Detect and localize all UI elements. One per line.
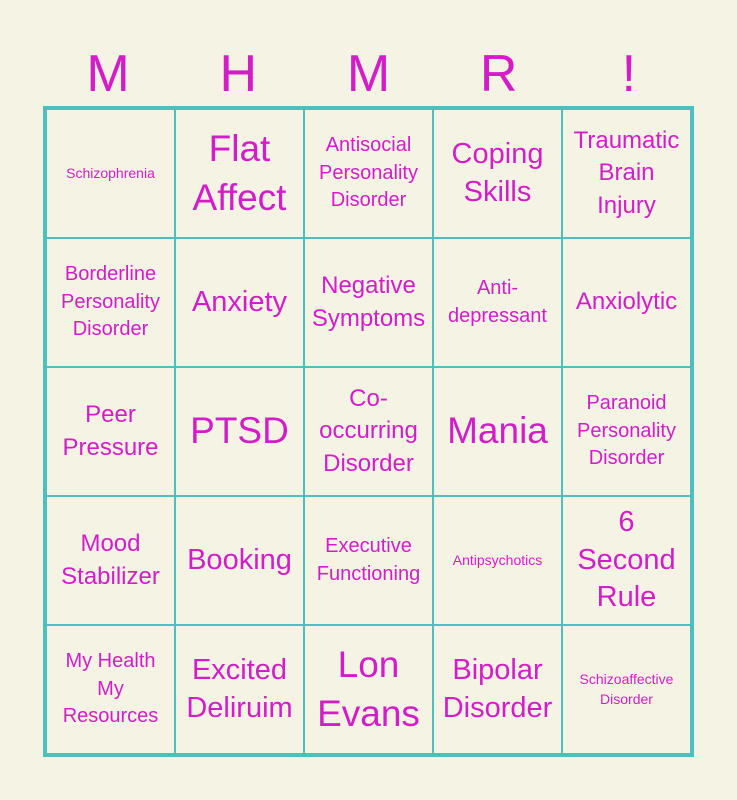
bingo-cell[interactable]: Antipsychotics — [433, 496, 562, 625]
bingo-cell[interactable]: Antisocial Personality Disorder — [304, 109, 433, 238]
bingo-cell[interactable]: PTSD — [175, 367, 304, 496]
bingo-cell[interactable]: Coping Skills — [433, 109, 562, 238]
bingo-cell[interactable]: 6 Second Rule — [562, 496, 691, 625]
bingo-cell[interactable]: Flat Affect — [175, 109, 304, 238]
bingo-cell[interactable]: Negative Symptoms — [304, 238, 433, 367]
bingo-cell[interactable]: Schizoaffective Disorder — [562, 625, 691, 754]
bingo-cell[interactable]: Anti- depressant — [433, 238, 562, 367]
bingo-cell[interactable]: Booking — [175, 496, 304, 625]
bingo-cell[interactable]: Bipolar Disorder — [433, 625, 562, 754]
bingo-cell[interactable]: Anxiety — [175, 238, 304, 367]
header-letter-4: R — [479, 45, 518, 103]
bingo-cell[interactable]: Mania — [433, 367, 562, 496]
bingo-cell[interactable]: Schizophrenia — [46, 109, 175, 238]
bingo-cell[interactable]: Lon Evans — [304, 625, 433, 754]
header-letter-5: ! — [621, 45, 637, 103]
bingo-header — [43, 42, 694, 106]
bingo-cell[interactable]: Mood Stabilizer — [46, 496, 175, 625]
bingo-cell[interactable]: Excited Deliruim — [175, 625, 304, 754]
header-letter-3: M — [346, 45, 391, 103]
bingo-cell[interactable]: My Health My Resources — [46, 625, 175, 754]
bingo-board — [43, 106, 694, 757]
bingo-cell[interactable]: Executive Functioning — [304, 496, 433, 625]
header-letter-2: H — [219, 45, 258, 103]
bingo-cell[interactable]: Traumatic Brain Injury — [562, 109, 691, 238]
bingo-cell[interactable]: Paranoid Personality Disorder — [562, 367, 691, 496]
bingo-cell[interactable]: Borderline Personality Disorder — [46, 238, 175, 367]
bingo-cell[interactable]: Anxiolytic — [562, 238, 691, 367]
header-letter-1: M — [86, 45, 130, 103]
bingo-cell[interactable]: Peer Pressure — [46, 367, 175, 496]
bingo-cell[interactable]: Co- occurring Disorder — [304, 367, 433, 496]
